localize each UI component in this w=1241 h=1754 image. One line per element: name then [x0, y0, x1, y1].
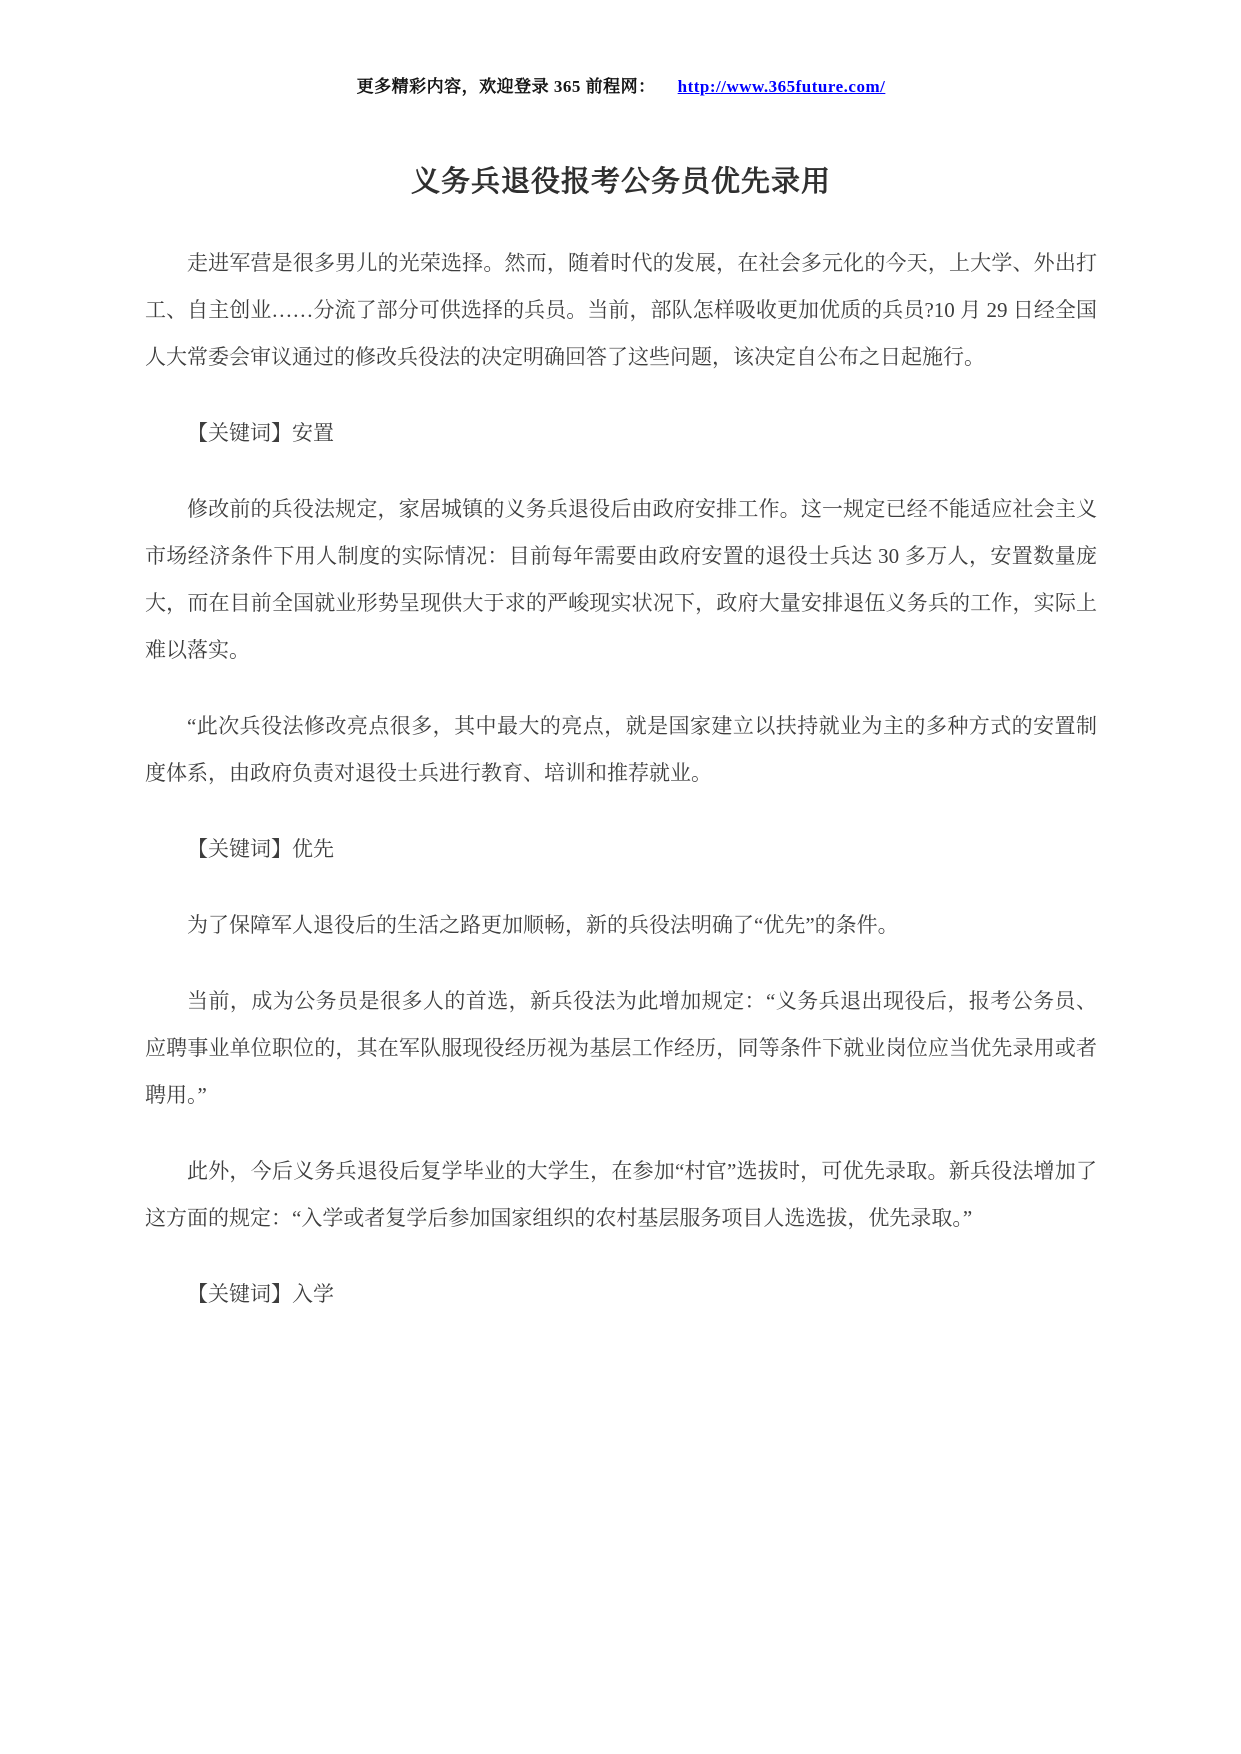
keyword-anzhi: 【关键词】安置	[187, 421, 334, 445]
paragraph-youxian-cunguan: 此外，今后义务兵退役后复学毕业的大学生，在参加“村官”选拔时，可优先录取。新兵役法增加了这方面的规定：“入学或者复学后参加国家组织的农村基层服务项目人选选拔，优先录取。”	[145, 1159, 1097, 1230]
keyword-youxian: 【关键词】优先	[187, 837, 334, 861]
paragraph-anzhi-quote: “此次兵役法修改亮点很多，其中最大的亮点，就是国家建立以扶持就业为主的多种方式的安置制度体系，由政府负责对退役士兵进行教育、培训和推荐就业。	[145, 714, 1097, 785]
keyword-ruxue: 【关键词】入学	[187, 1282, 334, 1306]
paragraph-anzhi-body: 修改前的兵役法规定，家居城镇的义务兵退役后由政府安排工作。这一规定已经不能适应社会主义市场经济条件下用人制度的实际情况：目前每年需要由政府安置的退役士兵达 30 多万人，安置数量庞大，而在目前全国就业形势呈现供大于求的严峻现实状况下，政府大量安排退伍义务兵的工作，实际上难以落实。	[145, 497, 1097, 662]
paragraph-youxian-intro: 为了保障军人退役后的生活之路更加顺畅，新的兵役法明确了“优先”的条件。	[187, 913, 899, 937]
paragraph-youxian-gongwuyuan: 当前，成为公务员是很多人的首选，新兵役法为此增加规定：“义务兵退出现役后，报考公务员、应聘事业单位职位的，其在军队服现役经历视为基层工作经历，同等条件下就业岗位应当优先录用或者聘用。”	[145, 989, 1097, 1107]
header-link[interactable]: http://www.365future.com/	[677, 77, 886, 96]
paragraph-intro: 走进军营是很多男儿的光荣选择。然而，随着时代的发展，在社会多元化的今天，上大学、外出打工、自主创业……分流了部分可供选择的兵员。当前，部队怎样吸收更加优质的兵员?10 月 29 日经全国人大常委会审议通过的修改兵役法的决定明确回答了这些问题，该决定自公布之日起施行。	[145, 251, 1097, 369]
page-header	[145, 72, 1097, 97]
header-text: 更多精彩内容，欢迎登录 365 前程网：	[356, 77, 656, 96]
document-title: 义务兵退役报考公务员优先录用	[410, 166, 831, 198]
